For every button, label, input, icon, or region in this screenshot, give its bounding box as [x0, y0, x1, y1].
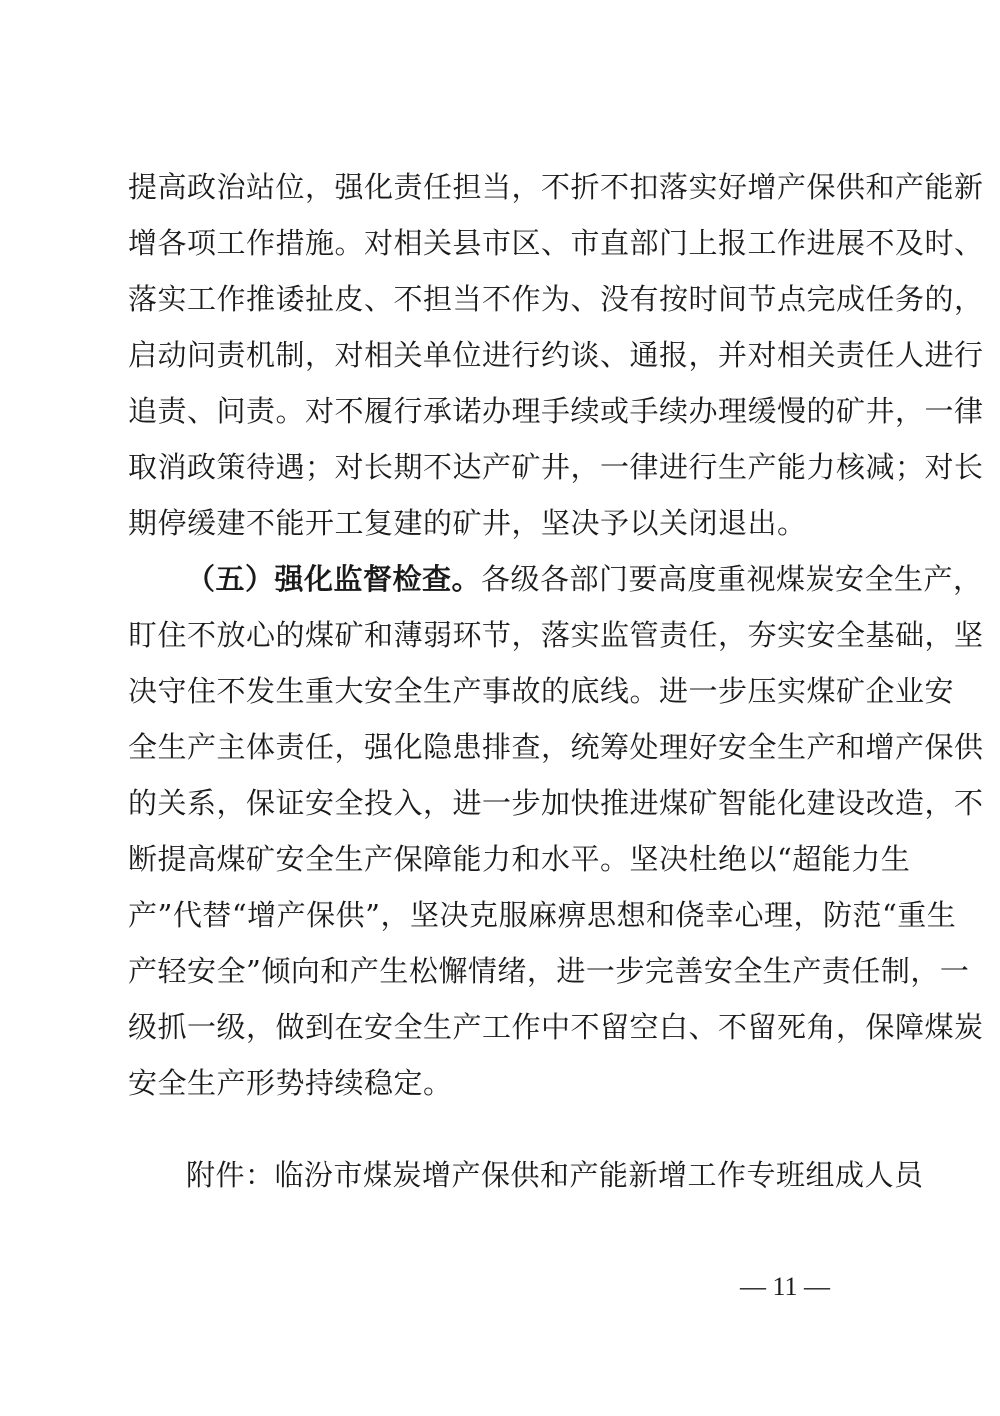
body-text-line: 取消政策待遇；对长期不达产矿井，一律进行生产能力核减；对长 — [128, 450, 984, 484]
section-five-first-line-text: 各级各部门要高度重视煤炭安全生产， — [481, 562, 983, 596]
body-text-line: 的关系，保证安全投入，进一步加快推进煤矿智能化建设改造，不 — [128, 786, 984, 820]
attachment-note: 附件：临汾市煤炭增产保供和产能新增工作专班组成人员 — [186, 1158, 924, 1192]
body-text-line: 提高政治站位，强化责任担当，不折不扣落实好增产保供和产能新 — [128, 170, 984, 204]
body-text-line: 断提高煤矿安全生产保障能力和水平。坚决杜绝以“超能力生 — [128, 842, 911, 876]
body-text-line: 产”代替“增产保供”，坚决克服麻痹思想和侥幸心理，防范“重生 — [128, 898, 957, 932]
body-text-line: 全生产主体责任，强化隐患排查，统筹处理好安全生产和增产保供 — [128, 730, 984, 764]
body-text-line: 安全生产形势持续稳定。 — [128, 1066, 453, 1100]
body-text-line: 盯住不放心的煤矿和薄弱环节，落实监管责任，夯实安全基础，坚 — [128, 618, 984, 652]
body-text-line: 级抓一级，做到在安全生产工作中不留空白、不留死角，保障煤炭 — [128, 1010, 984, 1044]
section-five-first-line — [186, 562, 983, 596]
section-five-heading: （五）强化监督检查。 — [186, 562, 482, 596]
body-text-line: 增各项工作措施。对相关县市区、市直部门上报工作进展不及时、 — [128, 226, 984, 260]
body-text-line: 追责、问责。对不履行承诺办理手续或手续办理缓慢的矿井，一律 — [128, 394, 984, 428]
body-text-line: 产轻安全”倾向和产生松懈情绪，进一步完善安全生产责任制，一 — [128, 954, 970, 988]
body-text-line: 决守住不发生重大安全生产事故的底线。进一步压实煤矿企业安 — [128, 674, 955, 708]
body-text-line: 启动问责机制，对相关单位进行约谈、通报，并对相关责任人进行 — [128, 338, 984, 372]
page-number: — 11 — — [740, 1272, 831, 1301]
body-text-line: 期停缓建不能开工复建的矿井，坚决予以关闭退出。 — [128, 506, 807, 540]
body-text-line: 落实工作推诿扯皮、不担当不作为、没有按时间节点完成任务的， — [128, 282, 984, 316]
